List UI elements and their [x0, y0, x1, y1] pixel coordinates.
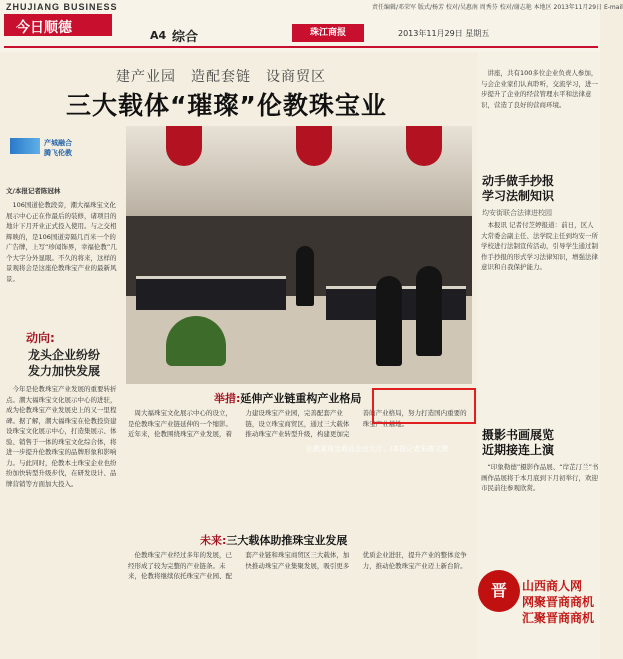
- watermark-text: [522, 578, 594, 626]
- section2-body: 伦教珠宝产业经过多年的发展，已经形成了较为完整的产业链条。未来，伦教将继续依托珠宝产业园、配套产业链和珠宝商贸区三大载体，加快推动珠宝产业集聚发展，吸引更多优质企业进驻，提升产业的整体竞争力，推动伦教珠宝产业迈上新台阶。: [128, 551, 467, 580]
- display-counter: [136, 276, 286, 310]
- section2-heading: [200, 532, 347, 548]
- sidebar-heading: 动向:: [26, 331, 55, 345]
- masthead-rule: [4, 46, 598, 48]
- sidebar-body: 今年是伦教珠宝产业发展的重要转折点。潮大福珠宝文化展示中心的进驻，成为伦教珠宝产业发展史上的又一里程碑。据了解，潮大福珠宝在伦教投资建设珠宝文化展示中心，打造集展示、体验、销售于一体的珠宝文化综合体，将进一步提升伦教珠宝的品牌形象和影响力。与此同时，伦教本土珠宝企业也纷纷加快转型升级步伐，在研发设计、品牌营销等方面加大投入。: [6, 385, 117, 488]
- photo-caption: 伦教某珠宝商品企业大厅。/本报记者朱德文摄: [306, 445, 449, 453]
- column-name: 今日顺德: [16, 20, 72, 36]
- section2-tag: 未来:: [200, 534, 227, 547]
- watermark-line3: 汇聚晋商商机: [522, 611, 595, 625]
- person-figure: [296, 246, 314, 306]
- series-logo: [6, 132, 76, 182]
- highlight-box: [372, 388, 476, 424]
- news1-body: 本报讯 记者付芝婷报道：前日，区人大常委会副主任、法学院主任到均安一所学校进行法制宣传活动，引导学生通过制作手抄报的形式学习法律知识，增强法律意识和自我保护能力。: [481, 221, 598, 271]
- sidebar-subheading: 龙头企业纷纷 发力加快发展: [28, 348, 101, 378]
- series-logo-icon: [10, 138, 40, 154]
- section1-body: 周大福珠宝文化展示中心的设立，是伦教珠宝产业链延伸的一个缩影。近年来，伦教围绕珠宝产业发展，着力建设珠宝产业园，完善配套产业链，设立珠宝商贸区，通过三大载体推动珠宝产业转型升级，构建更加完善的产业格局，努力打造国内重要的珠宝产业基地。: [128, 409, 467, 438]
- main-article: [4, 52, 474, 659]
- person-figure: [416, 266, 442, 356]
- section2-title: 三大载体助推珠宝业发展: [226, 534, 348, 547]
- section-title: 综合: [172, 30, 199, 45]
- section1-title: 延伸产业链重构产业格局: [240, 392, 362, 405]
- series-logo-text: 产城融合 腾飞伦教: [44, 139, 72, 157]
- lead-paragraph: 106国道伦教段旁，潮大福珠宝文化展示中心正在作最后的装修，诸项目的地计下月开业正式投入使用。与之交相辉映的，是106国道旁隔几百米一个的广告牌，上写“珍闻饰界，幸福伦教”几个大字分外显眼。不久的将来，这样的景观将会是这座伦教珠宝产业的最新风景。: [6, 201, 117, 283]
- news2-title: 摄影书画展览 近期接连上演: [482, 428, 555, 457]
- watermark-line2: 网聚晋商商机: [522, 595, 595, 609]
- watermark: [470, 560, 600, 659]
- article-subtitle: 建产业园 造配套链 设商贸区: [116, 69, 326, 85]
- article-headline: 三大载体“璀璨”伦教珠宝业: [66, 91, 387, 120]
- page-number: A4: [150, 29, 167, 42]
- section1-tag: 举措:: [214, 392, 241, 405]
- news2-body: “印象勒德”摄影作品展、“岸芷汀兰”书画作品展将于本月底到下月初举行，欢迎市民前往参观欣赏。: [481, 463, 599, 492]
- issue-date: 2013年11月29日 星期五: [398, 29, 490, 38]
- watermark-line1: 山西商人网: [522, 579, 583, 593]
- lantern-decoration: [406, 126, 442, 166]
- section1-heading: [214, 390, 361, 406]
- news1-title: 动手做手抄报 学习法制知识: [482, 174, 555, 203]
- lantern-decoration: [296, 126, 332, 166]
- paper-logo: 珠江商报: [292, 24, 364, 42]
- column-badge: [4, 14, 112, 36]
- watermark-logo: 晋: [478, 570, 520, 612]
- right-top-text: 讲座，共有100多位企业负责人参加，与会企业家们认真聆听，交流学习，进一步提升了企业的经营管理水平和法律意识，营造了良好的营商环境。: [481, 69, 598, 109]
- byline: 文/本报记者陈冠林: [6, 187, 61, 195]
- news1-subtitle: 均安街联合法律进校园: [482, 209, 552, 217]
- person-figure: [376, 276, 402, 366]
- editors-line: 责任编辑/邓荣军 版式/杨芳 校对/吴惠南 周秀芬 校对/谢志艳 本地区 2013年11月29日 E-mail: [372, 4, 623, 11]
- brand-english-name: ZHUJIANG BUSINESS: [6, 2, 118, 12]
- masthead: [0, 0, 623, 52]
- lantern-decoration: [166, 126, 202, 166]
